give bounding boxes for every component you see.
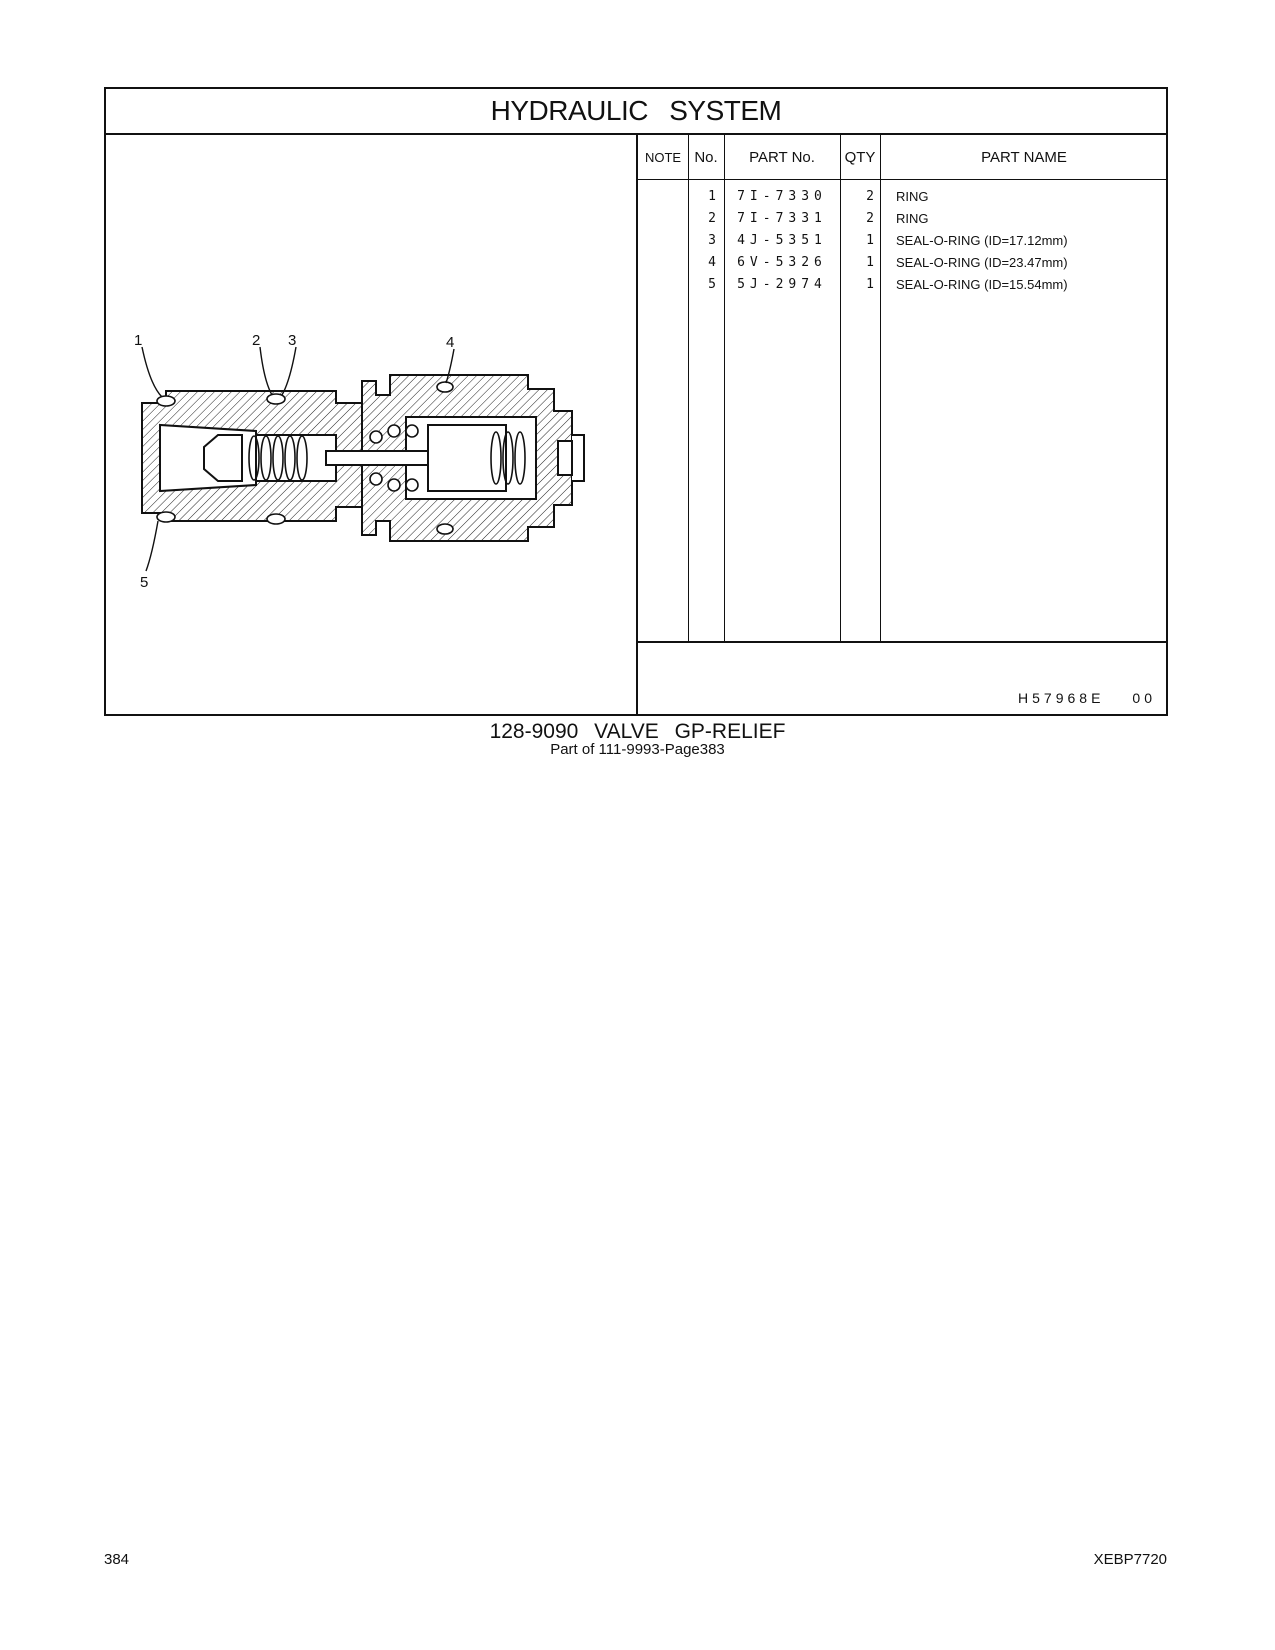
row-no: 2 [708, 211, 716, 226]
header-part-name: PART NAME [981, 148, 1067, 166]
table-row [638, 209, 1168, 231]
callout-3: 3 [288, 332, 297, 349]
section-title-bar [106, 89, 1166, 135]
callout-5: 5 [140, 574, 149, 591]
row-part-name: RING [896, 211, 929, 226]
row-qty: 1 [866, 255, 874, 270]
header-no: No. [694, 148, 718, 166]
group-title: 128-9090 VALVE GP-RELIEF [489, 720, 786, 743]
section-title: HYDRAULIC SYSTEM [490, 95, 782, 126]
row-part-no: 5J-2974 [737, 277, 827, 292]
row-qty: 1 [866, 233, 874, 248]
valve-illustration [106, 135, 638, 716]
row-qty: 2 [866, 211, 874, 226]
row-qty: 2 [866, 189, 874, 204]
table-row [638, 253, 1168, 275]
row-no: 5 [708, 277, 716, 292]
row-qty: 1 [866, 277, 874, 292]
table-row [638, 187, 1168, 209]
table-row [638, 275, 1168, 297]
callout-1: 1 [134, 332, 143, 349]
header-note: NOTE [644, 149, 682, 165]
table-row [638, 231, 1168, 253]
header-qty: QTY [844, 148, 876, 166]
parts-table [638, 135, 1168, 716]
row-part-name: RING [896, 189, 929, 204]
document-id: XEBP7720 [1093, 1551, 1167, 1568]
callout-2: 2 [252, 332, 261, 349]
row-no: 4 [708, 255, 716, 270]
group-subtitle: Part of 111-9993-Page383 [550, 741, 725, 758]
row-part-no: 6V-5326 [737, 255, 827, 270]
header-divider [638, 179, 1168, 180]
reference-code: H57968E [1018, 690, 1105, 706]
callout-4: 4 [446, 334, 455, 351]
header-part-no: PART No. [749, 148, 815, 166]
parts-frame [104, 87, 1168, 716]
row-part-no: 4J-5351 [737, 233, 827, 248]
row-part-name: SEAL-O-RING (ID=17.12mm) [896, 233, 1068, 248]
row-part-name: SEAL-O-RING (ID=23.47mm) [896, 255, 1068, 270]
row-part-no: 7I-7330 [737, 189, 827, 204]
row-part-no: 7I-7331 [737, 211, 827, 226]
row-no: 1 [708, 189, 716, 204]
table-body [638, 187, 1168, 297]
revision-code: 00 [1132, 690, 1156, 706]
page-number: 384 [104, 1551, 130, 1568]
row-no: 3 [708, 233, 716, 248]
drawing-reference [1018, 690, 1156, 706]
valve-cross-section-drawing [106, 135, 636, 714]
footer-divider [638, 641, 1168, 643]
row-part-name: SEAL-O-RING (ID=15.54mm) [896, 277, 1068, 292]
